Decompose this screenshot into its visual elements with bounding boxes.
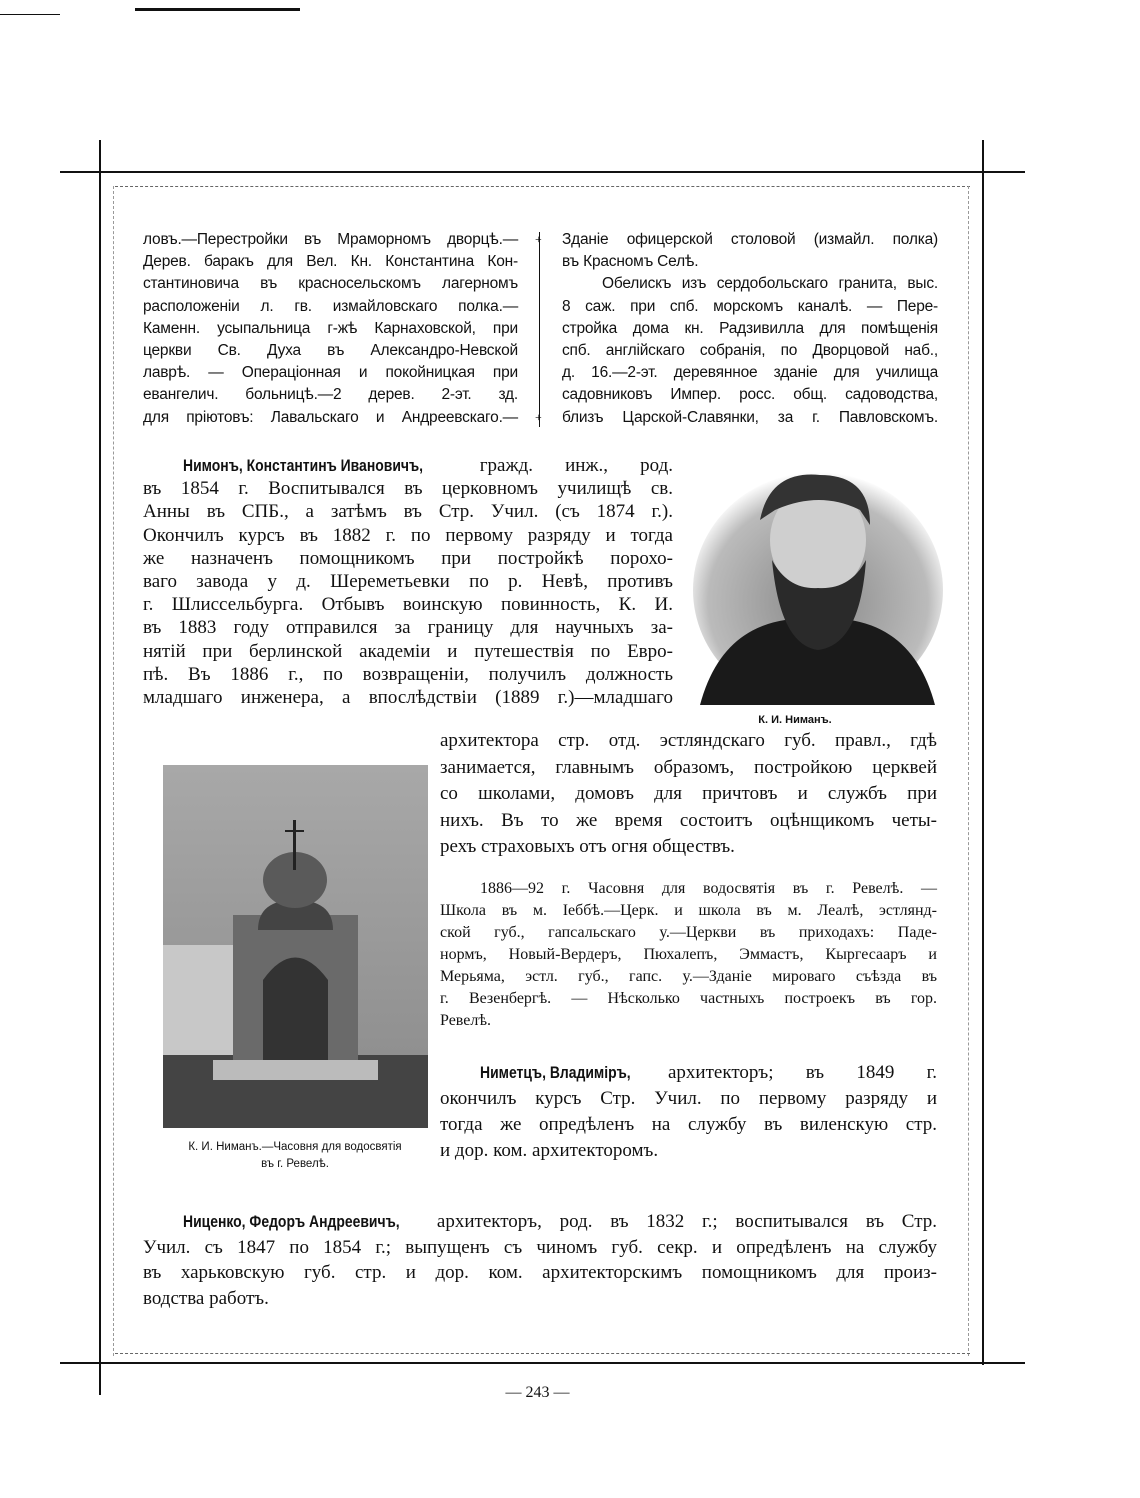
chapel-photo (163, 765, 428, 1128)
text-line: 1886—92 г. Часовня для водосвятiя въ г. Ревелѣ. — (480, 880, 937, 897)
text-line: церкви Св. Духа въ Александро-Невской (143, 342, 518, 360)
entry-name: Ниценко, Федоръ Андреевичъ, (183, 1212, 400, 1231)
frame-inner-bottom (115, 1353, 970, 1354)
entry-name: Ниметцъ, Владимiръ, (480, 1063, 631, 1082)
entry-nimon (143, 454, 673, 709)
text-line: въ харьковскую губ. стр. и дор. ком. архитекторскимъ помощникомъ для произ- (143, 1262, 937, 1283)
portrait-nimon (690, 470, 945, 705)
text-line: г. Везенбергѣ. — Нѣсколько частныхъ построекъ въ гор. (440, 990, 937, 1007)
text-line: расположенiи л. гв. измайловскаго полка.— (143, 297, 518, 315)
text-line: пѣ. Въ 1886 г., по возвращенiи, получилъ должность (143, 663, 673, 685)
text-line: лаврѣ. — Операцiонная и покойницкая при (143, 364, 518, 382)
text-line: рехъ страховыхъ отъ огня обществъ. (440, 836, 735, 857)
text-line: водства работъ. (143, 1287, 269, 1309)
entry-nimon-continued (440, 728, 937, 861)
entry-text: гражд. инж., род. (479, 455, 673, 476)
text-line: окончилъ курсъ Стр. Учил. по первому разряду и (440, 1088, 937, 1109)
text-line: ваго завода у д. Шереметьевки по р. Невѣ, противъ (143, 571, 673, 593)
column-divider (539, 232, 540, 427)
entry-first-line (143, 454, 673, 477)
text-line: и дор. ком. архитекторомъ. (440, 1140, 659, 1161)
entry-first-line (440, 1060, 937, 1086)
text-line: въ Красномъ Селѣ. (562, 253, 699, 271)
frame-inner-left (113, 186, 114, 1356)
divider-ornament-bottom: + (535, 410, 542, 424)
top-right-column (562, 229, 938, 429)
text-line: д. 16.—2-эт. деревянное зданiе для училища (562, 364, 938, 382)
text-line: Зданiе офицерской столовой (измайл. полка) (562, 231, 938, 248)
text-line: архитектора стр. отд. эстляндскаго губ. правл., гдѣ (440, 730, 937, 751)
chapel-caption-line: въ г. Ревелѣ. (261, 1158, 329, 1170)
frame-inner-top (115, 186, 970, 187)
text-line: нятiй при берлинской академiи и путешествiя по Евро- (143, 640, 673, 662)
chapel-caption (140, 1139, 450, 1173)
text-line: Обелискъ изъ сердобольскаго гранита, выс. (602, 275, 938, 293)
frame-top-artifact (135, 8, 300, 11)
text-line: тогда же опредѣленъ на службу въ виленскую стр. (440, 1114, 937, 1135)
text-line: со школами, домовъ для причтовъ и службъ при (440, 783, 937, 804)
text-line: близъ Царской-Славянки, за г. Павловскомъ. (562, 408, 938, 426)
text-line: Ревелѣ. (440, 1012, 492, 1029)
frame-right-rule (982, 140, 984, 1365)
frame-left-rule (99, 140, 101, 1395)
text-line: нормъ, Новый-Вердеръ, Пюхалепъ, Эммастъ, Кыргесааръ и (440, 946, 937, 963)
text-line: же назначенъ помощникомъ при постройкѣ порохо- (143, 547, 673, 569)
text-line: въ 1854 г. Воспитывался въ церковномъ училищѣ св. (143, 478, 673, 500)
frame-top-rule (60, 171, 1025, 173)
frame-inner-right (968, 186, 969, 1356)
text-line: занимается, главнымъ образомъ, постройкою церквей (440, 756, 937, 778)
text-line: младшаго инженера, а впослѣдствiи (1889 г.)—младшаго (143, 687, 673, 709)
entry-name: Нимонъ, Константинъ Ивановичъ, (183, 456, 424, 475)
text-line: спб. англiйскаго собранiя, по Дворцовой наб., (562, 342, 938, 360)
entry-nimon-works (440, 878, 937, 1032)
text-line: г. Шлиссельбурга. Отбывъ воинскую повинность, К. И. (143, 594, 673, 616)
entry-nitsenko (143, 1209, 937, 1311)
text-line: ловъ.—Перестройки въ Мраморномъ дворцѣ.— (143, 231, 518, 248)
page-number: — 243 — (505, 1384, 570, 1401)
text-line: Анны въ СПБ., а затѣмъ въ Стр. Учил. (съ 1874 г.). (143, 501, 673, 523)
portrait-caption: К. И. Ниманъ. (758, 714, 832, 726)
text-line: ской губ., гапсальскаго у.—Церкви въ приходахъ: Паде- (440, 924, 937, 941)
text-line: стройка дома кн. Радзивилла для помѣщенiя (562, 319, 938, 337)
text-line: Дерев. баракъ для Вел. Кн. Константина Кон- (143, 253, 518, 271)
text-line: садовниковъ Импер. росс. общ. садоводства, (562, 386, 938, 404)
entry-text: архитекторъ, род. въ 1832 г.; воспитывался въ Стр. (436, 1211, 937, 1232)
entry-first-line (143, 1209, 937, 1235)
text-line: Каменн. усыпальница г-жѣ Карнаховской, при (143, 319, 518, 337)
text-line: въ 1883 году отправился за границу для научныхъ за- (143, 617, 673, 639)
frame-bottom-rule (60, 1362, 1025, 1364)
text-line: 8 саж. при спб. морскомъ каналѣ. — Пере- (562, 297, 938, 315)
text-line: Мерьяма, эстл. губ., гапс. у.—Зданiе мироваго съѣзда въ (440, 968, 937, 985)
entry-nimetc (440, 1060, 937, 1164)
text-line: Школа въ м. Iеббѣ.—Церк. и школа въ м. Леалѣ, эстлянд- (440, 902, 937, 919)
text-line: евангелич. больницѣ.—2 дерев. 2-эт. зд. (143, 386, 518, 404)
text-line: стантиновича въ красносельскомъ лагерномъ (143, 275, 518, 293)
text-line: Учил. съ 1847 по 1854 г.; выпущенъ съ чиномъ губ. секр. и опредѣленъ на службу (143, 1236, 937, 1258)
divider-ornament-top: + (535, 232, 542, 246)
frame-top-artifact-left (0, 14, 60, 15)
text-line: Окончилъ курсъ въ 1882 г. по первому разряду и тогда (143, 524, 673, 546)
chapel-caption-line: К. И. Ниманъ.—Часовня для водосвятiя (188, 1141, 402, 1153)
text-line: нихъ. Въ то же время состоитъ оцѣнщикомъ четы- (440, 809, 937, 831)
text-line: для прiютовъ: Лавальскаго и Андреевскаго.— (143, 408, 518, 426)
top-left-column (143, 229, 518, 429)
entry-text: архитекторъ; въ 1849 г. (668, 1062, 937, 1083)
